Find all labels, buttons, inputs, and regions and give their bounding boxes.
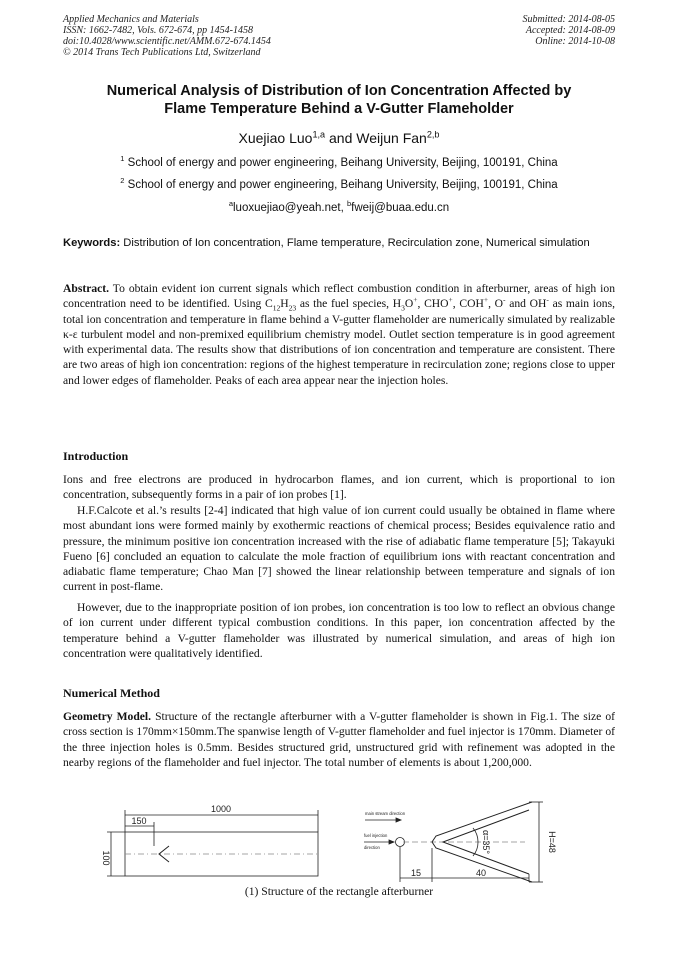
dates-header — [523, 14, 616, 47]
author-2: Weijun Fan — [356, 130, 427, 146]
intro-paragraph-1: Ions and free electrons are produced in hydrocarbon flames, and ion current, which is proportional to ion concentration, subsequently forms in a pair of ion probes [1]. — [63, 473, 615, 502]
author-1-sup: 1,a — [312, 129, 326, 140]
intro-paragraph-2: H.F.Calcote et al.’s results [2-4] indicated that high value of ion current could usually be obtained in flame where most abundant ions were formed mainly by exothermic reactions of chemical process; Besides equivalence ratio and pressure, the minimum positive ion concentration increased with the rise of adiabatic flame temperature [5]; Takayuki Fueno [6] concluded an equation to calculate the mole fraction of equilibrium ions with reactant concentration and adiabatic flame temperature; Chao Man [7] showed the linear relationship between temperature and signals of ion current in post-flame. — [63, 504, 615, 594]
abstract-text-9: as main ions, total ion concentration and temperature in flame behind a V-gutter flameholder are numerically simulated by realizable κ-ε turbulent model and non-premixed equilibrium chemistry model. Outlet section temperature is in good agreement with experimental data. The results show that distributions of ion concentration and temperature are consistent. There are two areas of high ion concentration: regions of the highest temperature in recirculation zone; regions close to upper and lower edges of flameholder. Peaks of each area appear near the injection holes. — [63, 297, 615, 387]
keywords-text: Distribution of Ion concentration, Flame temperature, Recirculation zone, Numerical simulation — [120, 237, 590, 249]
abstract-sup-5: - — [546, 295, 549, 305]
email-a-sup: a — [228, 199, 233, 209]
email-a: luoxuejiao@yeah.net, — [233, 202, 347, 214]
email-b: fweij@buaa.edu.cn — [351, 202, 450, 214]
label-fuel-injection-2: direction — [364, 845, 380, 850]
copyright-line: © 2014 Trans Tech Publications Ltd, Switzerland — [63, 47, 261, 58]
label-mainstream: main stream direction — [365, 811, 406, 816]
author-line — [63, 130, 615, 146]
abstract-text-7: , O — [488, 297, 504, 311]
dim-40-label: 40 — [475, 868, 487, 878]
abstract-label: Abstract. — [63, 282, 110, 295]
abstract-sup-2: + — [448, 295, 453, 305]
affiliation-1 — [63, 154, 615, 169]
abstract-sub-3: 3 — [401, 303, 405, 313]
accepted-date: Accepted: 2014-08-09 — [525, 25, 615, 36]
email-b-sup: b — [346, 199, 352, 209]
arrow-head — [389, 840, 394, 844]
abstract-text-8: and OH — [505, 297, 547, 311]
affiliation-2-num: 2 — [120, 176, 125, 186]
arrow-head — [396, 818, 401, 822]
abstract — [63, 281, 615, 388]
author-1: Xuejiao Luo — [238, 130, 313, 146]
submitted-date: Submitted: 2014-08-05 — [522, 14, 615, 25]
abstract-text-4: O — [404, 297, 414, 311]
geometry-model-label: Geometry Model. — [63, 710, 152, 723]
abstract-text-6: , COH — [452, 297, 484, 311]
affiliation-2-text: School of energy and power engineering, Beihang University, Beijing, 100191, China — [124, 179, 558, 191]
affiliation-1-num: 1 — [120, 154, 125, 164]
online-date: Online: 2014-10-08 — [535, 36, 615, 47]
intro-paragraph-3: However, due to the inappropriate position of ion probes, ion concentration is too low to reflect an obvious change of ion current under different typical combustion conditions. In this paper, ion concentration affected by the temperature behind a V-gutter flameholder was illustrated by numerical simulation, and areas of high ion concentration were qualitatively identified. — [63, 601, 615, 660]
geometry-model-paragraph — [63, 709, 615, 770]
label-fuel-injection-1: fuel injection — [364, 833, 388, 838]
abstract-text-1: To obtain evident ion current signals which reflect combustion condition in afterburner, areas of high ion concentration need to be identified. Using C — [63, 282, 615, 311]
author-and: and — [325, 130, 357, 146]
abstract-text-2: H — [280, 297, 289, 311]
abstract-sub-1: 12 — [272, 303, 281, 313]
afterburner-figure — [63, 798, 615, 890]
introduction-heading: Introduction — [63, 449, 129, 463]
figure-caption: (1) Structure of the rectangle afterburner — [244, 885, 434, 898]
dim-length-label: 1000 — [210, 804, 232, 814]
issn-line: ISSN: 1662-7482, Vols. 672-674, pp 1454-1458 — [63, 25, 253, 36]
author-2-sup: 2,b — [426, 129, 440, 140]
dim-height-label: 100 — [101, 850, 111, 866]
abstract-sup-4: - — [503, 295, 506, 305]
journal-name: Applied Mechanics and Materials — [63, 14, 199, 25]
title-line-1: Numerical Analysis of Distribution of Ion Concentration Affected by — [106, 83, 572, 99]
abstract-text-3: as the fuel species, H — [296, 297, 402, 311]
dim-15-label: 15 — [410, 868, 422, 878]
abstract-sup-3: + — [483, 295, 489, 305]
dim-angle-label: α=35° — [481, 829, 491, 855]
journal-header — [63, 14, 271, 58]
email-line — [63, 199, 615, 214]
abstract-sup-1: + — [413, 295, 418, 305]
doi-line: doi:10.4028/www.scientific.net/AMM.672-674.1454 — [63, 36, 271, 47]
dim-offset-label: 150 — [131, 816, 147, 826]
dim-h-label: H=48 — [547, 831, 557, 853]
keywords — [63, 236, 615, 251]
affiliation-1-text: School of energy and power engineering, Beihang University, Beijing, 100191, China — [124, 157, 558, 169]
abstract-sub-2: 23 — [288, 303, 297, 313]
title-line-2: Flame Temperature Behind a V-Gutter Flameholder — [164, 101, 514, 117]
abstract-text-5: , CHO — [417, 297, 449, 311]
paper-title — [63, 82, 615, 118]
numerical-method-heading: Numerical Method — [63, 686, 160, 700]
geometry-model-text: Structure of the rectangle afterburner with a V-gutter flameholder is shown in Fig.1. The size of cross section is 170mm×150mm.The spanwise length of V-gutter flameholder and fuel injector is 170mm. Diameter of the three injection holes is 0.5mm. Besides structured grid, unstructured grid with refinement was adopted in the nearby regions of the flameholder and fuel injector. The total number of elements is about 1,200,000. — [63, 710, 615, 769]
affiliation-2 — [63, 176, 615, 191]
keywords-label: Keywords: — [63, 237, 121, 249]
